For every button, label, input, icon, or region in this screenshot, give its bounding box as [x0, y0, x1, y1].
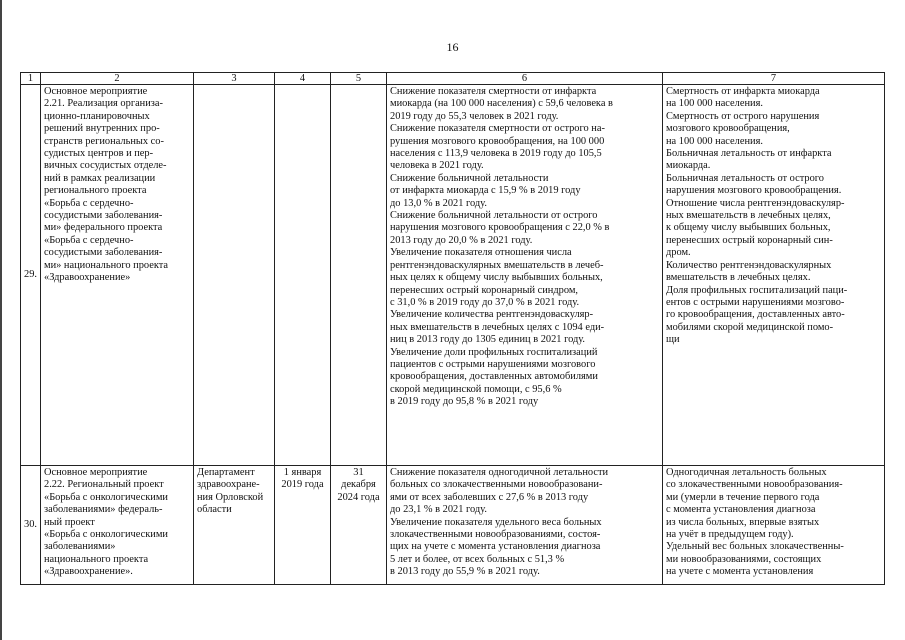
column-header-7: 7	[663, 73, 885, 85]
start-date	[275, 85, 331, 466]
page-left-edge	[0, 0, 2, 640]
column-header-4: 4	[275, 73, 331, 85]
column-header-5: 5	[331, 73, 387, 85]
end-date	[331, 85, 387, 466]
event-description: Основное мероприятие 2.21. Реализация организа- ционно-планировочных решений внутренних про- странств региональных со- судистых центров и пер- вичных сосудистых отделе- ний в рамках реализации регионального проекта «Борьба с сердечно- сосудистыми заболевания- ми» федерального проекта «Борьба с сердечно- сосудистыми заболевания- ми» национального проекта «Здравоохранение»	[41, 85, 194, 466]
table-row-29	[21, 85, 885, 466]
event-description: Основное мероприятие 2.22. Региональный проект «Борьба с онкологическими заболеваниями» федераль- ный проект «Борьба с онкологическими заболеваниями» национального проекта «Здравоохранение».	[41, 466, 194, 585]
document-table	[20, 72, 885, 585]
expected-results: Снижение показателя одногодичной летальности больных со злокачественными новообразовани- ями от всех заболевших с 27,6 % в 2013 году до 23,1 % в 2021 году. Увеличение показателя удельного веса больных злокачественными новообразованиями, состоя- щих на учете с момента установления диагноза 5 лет и более, от всех больных с 51,3 % в 2013 году до 55,9 % в 2021 году.	[387, 466, 663, 585]
indicators: Одногодичная летальность больных со злокачественными новообразования- ми (умерли в течение первого года с момента установления диагноза из числа больных, впервые взятых на учёт в предыдущем году). Удельный вес больных злокачественны- ми новообразованиями, состоящих на учете с момента установления	[663, 466, 885, 585]
executor	[194, 85, 275, 466]
expected-results: Снижение показателя смертности от инфаркта миокарда (на 100 000 населения) с 59,6 человека в 2019 году до 55,3 человек в 2021 году. Снижение показателя смертности от острого на- рушения мозгового кровообращения, на 100 000 населения с 113,9 человека в 2019 году до 105,5 человека в 2021 году. Снижение больничной летальности от инфаркта миокарда с 15,9 % в 2019 году до 13,0 % в 2021 году. Снижение больничной летальности от острого нарушения мозгового кровообращения с 22,0 % в 2013 году до 20,0 % в 2021 году. Увеличение показателя отношения числа рентгенэндоваскулярных вмешательств в лечеб- ных целях к общему числу выбывших больных, перенесших острый коронарный синдром, с 31,0 % в 2019 году до 37,0 % в 2021 году. Увеличение количества рентгенэндоваскуляр- ных вмешательств в лечебных целях с 1094 еди- ниц в 2013 году до 1305 единиц в 2021 году. Увеличение доли профильных госпитализаций пациентов с острыми нарушениями мозгового кровообращения, доставленных автомобилями скорой медицинской помощи, с 95,6 % в 2019 году до 95,8 % в 2021 году	[387, 85, 663, 466]
column-header-2: 2	[41, 73, 194, 85]
indicators: Смертность от инфаркта миокарда на 100 000 населения. Смертность от острого нарушения мозгового кровообращения, на 100 000 населения. Больничная летальность от инфаркта миокарда. Больничная летальность от острого нарушения мозгового кровообращения. Отношение числа рентгенэндоваскуляр- ных вмешательств в лечебных целях, к общему числу выбывших больных, перенесших острый коронарный син- дром. Количество рентгенэндоваскулярных вмешательств в лечебных целях. Доля профильных госпитализаций паци- ентов с острыми нарушениями мозгово- го кровообращения, доставленных авто- мобилями скорой медицинской помо- щи	[663, 85, 885, 466]
row-number: 30.	[21, 466, 41, 585]
row-number: 29.	[21, 85, 41, 466]
column-header-row	[21, 73, 885, 85]
start-date: 1 января 2019 года	[275, 466, 331, 585]
column-header-1: 1	[21, 73, 41, 85]
column-header-3: 3	[194, 73, 275, 85]
end-date: 31 декабря 2024 года	[331, 466, 387, 585]
table-row-30	[21, 466, 885, 585]
executor: Департамент здравоохране- ния Орловской области	[194, 466, 275, 585]
column-header-6: 6	[387, 73, 663, 85]
page-number: 16	[446, 40, 459, 54]
